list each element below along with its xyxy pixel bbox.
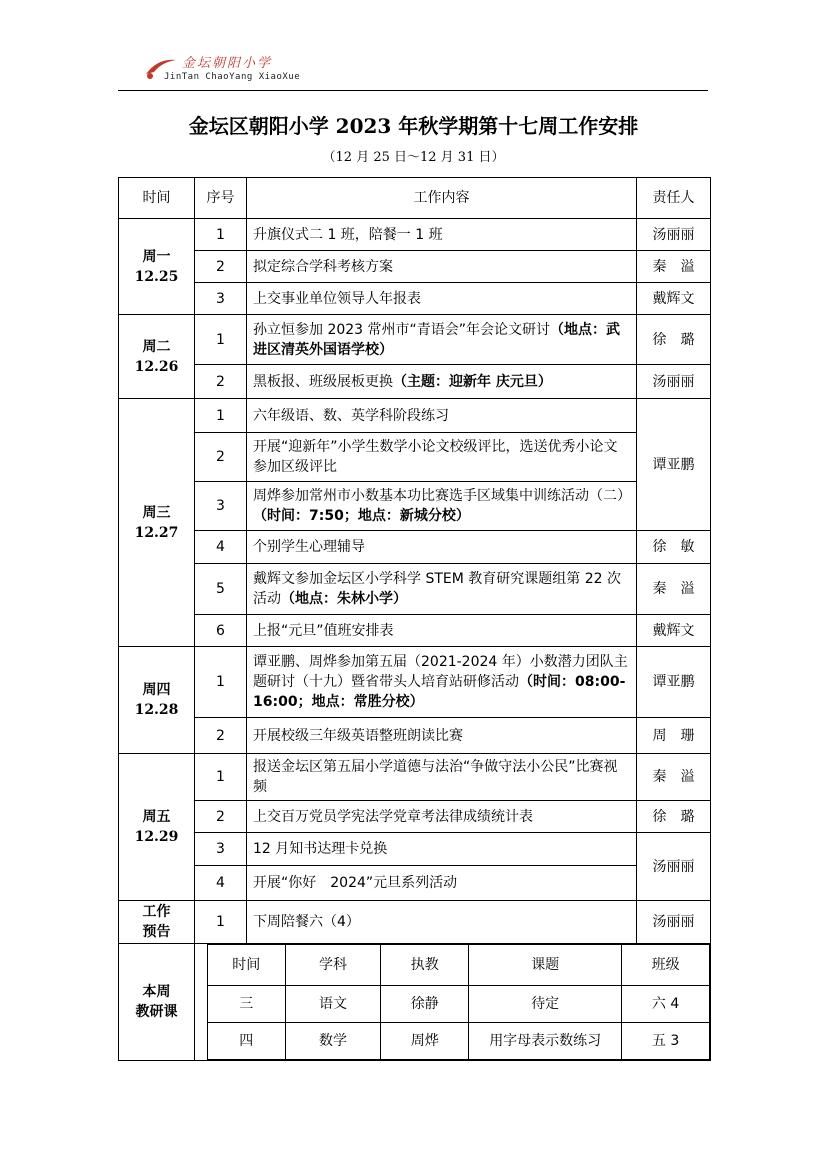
responsible-person: 汤丽丽 bbox=[637, 365, 711, 399]
table-row bbox=[119, 433, 711, 482]
task-content: 开展“迎新年”小学生数学小论文校级评比，选送优秀小论文参加区级评比 bbox=[247, 433, 637, 482]
table-row bbox=[119, 833, 711, 866]
table-row bbox=[119, 718, 711, 754]
task-content: 周烨参加常州市小数基本功比赛选手区域集中训练活动（二）（时间：7:50；地点：新城分校） bbox=[247, 482, 637, 531]
responsible-person: 周 珊 bbox=[637, 718, 711, 754]
row-number: 2 bbox=[195, 251, 247, 283]
task-content: 谭亚鹏、周烨参加第五届（2021-2024 年）小数潜力团队主题研讨（十九）暨省带头人培育站研修活动（时间：08:00-16:00；地点：常胜分校） bbox=[247, 647, 637, 718]
table-row bbox=[119, 647, 711, 718]
row-number: 3 bbox=[195, 482, 247, 531]
day-cell-thursday: 周四 12.28 bbox=[119, 647, 195, 754]
research-cell: 五 3 bbox=[622, 1023, 710, 1060]
table-row bbox=[119, 399, 711, 433]
table-row-preview bbox=[119, 901, 711, 944]
day-cell-wednesday: 周三 12.27 bbox=[119, 399, 195, 647]
logo-chinese-text: 金坛朝阳小学 bbox=[182, 56, 273, 71]
research-header-time: 时间 bbox=[208, 945, 286, 986]
responsible-person: 汤丽丽 bbox=[637, 901, 711, 944]
responsible-person: 谭亚鹏 bbox=[637, 647, 711, 718]
responsible-person: 戴辉文 bbox=[637, 615, 711, 647]
task-content: 报送金坛区第五届小学道德与法治“争做守法小公民”比赛视频 bbox=[247, 754, 637, 801]
responsible-person: 秦 溢 bbox=[637, 564, 711, 615]
column-header-content: 工作内容 bbox=[247, 178, 637, 219]
task-content: 六年级语、数、英学科阶段练习 bbox=[247, 399, 637, 433]
row-number: 2 bbox=[195, 365, 247, 399]
table-row bbox=[119, 564, 711, 615]
research-table bbox=[207, 944, 710, 1060]
research-cell: 语文 bbox=[285, 986, 381, 1023]
research-cell: 用字母表示数练习 bbox=[469, 1023, 622, 1060]
row-number: 2 bbox=[195, 433, 247, 482]
research-cell: 数学 bbox=[285, 1023, 381, 1060]
task-content: 上交百万党员学宪法学党章考法律成绩统计表 bbox=[247, 801, 637, 833]
table-header-row bbox=[119, 178, 711, 219]
row-number: 1 bbox=[195, 901, 247, 944]
task-content: 开展校级三年级英语整班朗读比赛 bbox=[247, 718, 637, 754]
column-header-num: 序号 bbox=[195, 178, 247, 219]
responsible-person: 汤丽丽 bbox=[637, 833, 711, 901]
logo-english-text: JinTan ChaoYang XiaoXue bbox=[164, 72, 301, 82]
responsible-person: 徐 璐 bbox=[637, 801, 711, 833]
task-content: 个别学生心理辅导 bbox=[247, 531, 637, 564]
table-row bbox=[119, 482, 711, 531]
task-content: 升旗仪式二 1 班，陪餐一 1 班 bbox=[247, 219, 637, 251]
table-row bbox=[119, 251, 711, 283]
row-number: 1 bbox=[195, 647, 247, 718]
table-row bbox=[119, 531, 711, 564]
row-number: 3 bbox=[195, 283, 247, 315]
research-row bbox=[208, 986, 710, 1023]
row-number: 3 bbox=[195, 833, 247, 866]
date-range: （12 月 25 日～12 月 31 日） bbox=[322, 150, 505, 165]
responsible-person: 秦 溢 bbox=[637, 251, 711, 283]
table-row bbox=[119, 801, 711, 833]
day-cell-monday: 周一 12.25 bbox=[119, 219, 195, 315]
responsible-person: 秦 溢 bbox=[637, 754, 711, 801]
table-row bbox=[119, 754, 711, 801]
responsible-person: 徐 敏 bbox=[637, 531, 711, 564]
task-content: 孙立恒参加 2023 常州市“青语会”年会论文研讨（地点：武进区清英外国语学校） bbox=[247, 315, 637, 365]
page-header bbox=[118, 50, 708, 91]
row-number: 4 bbox=[195, 866, 247, 901]
research-cell: 待定 bbox=[469, 986, 622, 1023]
day-cell-friday: 周五 12.29 bbox=[119, 754, 195, 901]
table-row bbox=[119, 365, 711, 399]
responsible-person: 汤丽丽 bbox=[637, 219, 711, 251]
page-title: 金坛区朝阳小学 2023 年秋学期第十七周工作安排 bbox=[188, 114, 639, 138]
responsible-person: 徐 璐 bbox=[637, 315, 711, 365]
table-row-research bbox=[119, 944, 711, 1061]
row-number: 1 bbox=[195, 315, 247, 365]
table-row bbox=[119, 219, 711, 251]
column-header-person: 责任人 bbox=[637, 178, 711, 219]
responsible-person: 戴辉文 bbox=[637, 283, 711, 315]
responsible-person: 谭亚鹏 bbox=[637, 399, 711, 531]
column-header-time: 时间 bbox=[119, 178, 195, 219]
research-table-wrapper bbox=[195, 944, 711, 1061]
table-row bbox=[119, 866, 711, 901]
research-cell: 六 4 bbox=[622, 986, 710, 1023]
research-header-subject: 学科 bbox=[285, 945, 381, 986]
table-row bbox=[119, 315, 711, 365]
research-header-topic: 课题 bbox=[469, 945, 622, 986]
row-number: 1 bbox=[195, 219, 247, 251]
day-cell-tuesday: 周二 12.26 bbox=[119, 315, 195, 399]
row-number: 1 bbox=[195, 754, 247, 801]
research-header-class: 班级 bbox=[622, 945, 710, 986]
schedule-table bbox=[118, 177, 711, 1061]
task-content: 拟定综合学科考核方案 bbox=[247, 251, 637, 283]
research-cell: 三 bbox=[208, 986, 286, 1023]
task-content: 开展“你好 2024”元旦系列活动 bbox=[247, 866, 637, 901]
research-header-row bbox=[208, 945, 710, 986]
task-content: 黑板报、班级展板更换（主题：迎新年 庆元旦） bbox=[247, 365, 637, 399]
row-number: 4 bbox=[195, 531, 247, 564]
task-content: 上报“元旦”值班安排表 bbox=[247, 615, 637, 647]
research-header-teacher: 执教 bbox=[381, 945, 469, 986]
task-content: 戴辉文参加金坛区小学科学 STEM 教育研究课题组第 22 次活动（地点：朱林小学） bbox=[247, 564, 637, 615]
research-cell: 四 bbox=[208, 1023, 286, 1060]
research-cell: 周烨 bbox=[381, 1023, 469, 1060]
research-cell: 徐静 bbox=[381, 986, 469, 1023]
row-number: 2 bbox=[195, 801, 247, 833]
row-number: 5 bbox=[195, 564, 247, 615]
row-number: 6 bbox=[195, 615, 247, 647]
research-row bbox=[208, 1023, 710, 1060]
table-row bbox=[119, 283, 711, 315]
row-number: 2 bbox=[195, 718, 247, 754]
task-content: 上交事业单位领导人年报表 bbox=[247, 283, 637, 315]
research-label: 本周 教研课 bbox=[119, 944, 195, 1061]
preview-label: 工作 预告 bbox=[119, 901, 195, 944]
row-number: 1 bbox=[195, 399, 247, 433]
task-content: 下周陪餐六（4） bbox=[247, 901, 637, 944]
table-row bbox=[119, 615, 711, 647]
task-content: 12 月知书达理卡兑换 bbox=[247, 833, 637, 866]
